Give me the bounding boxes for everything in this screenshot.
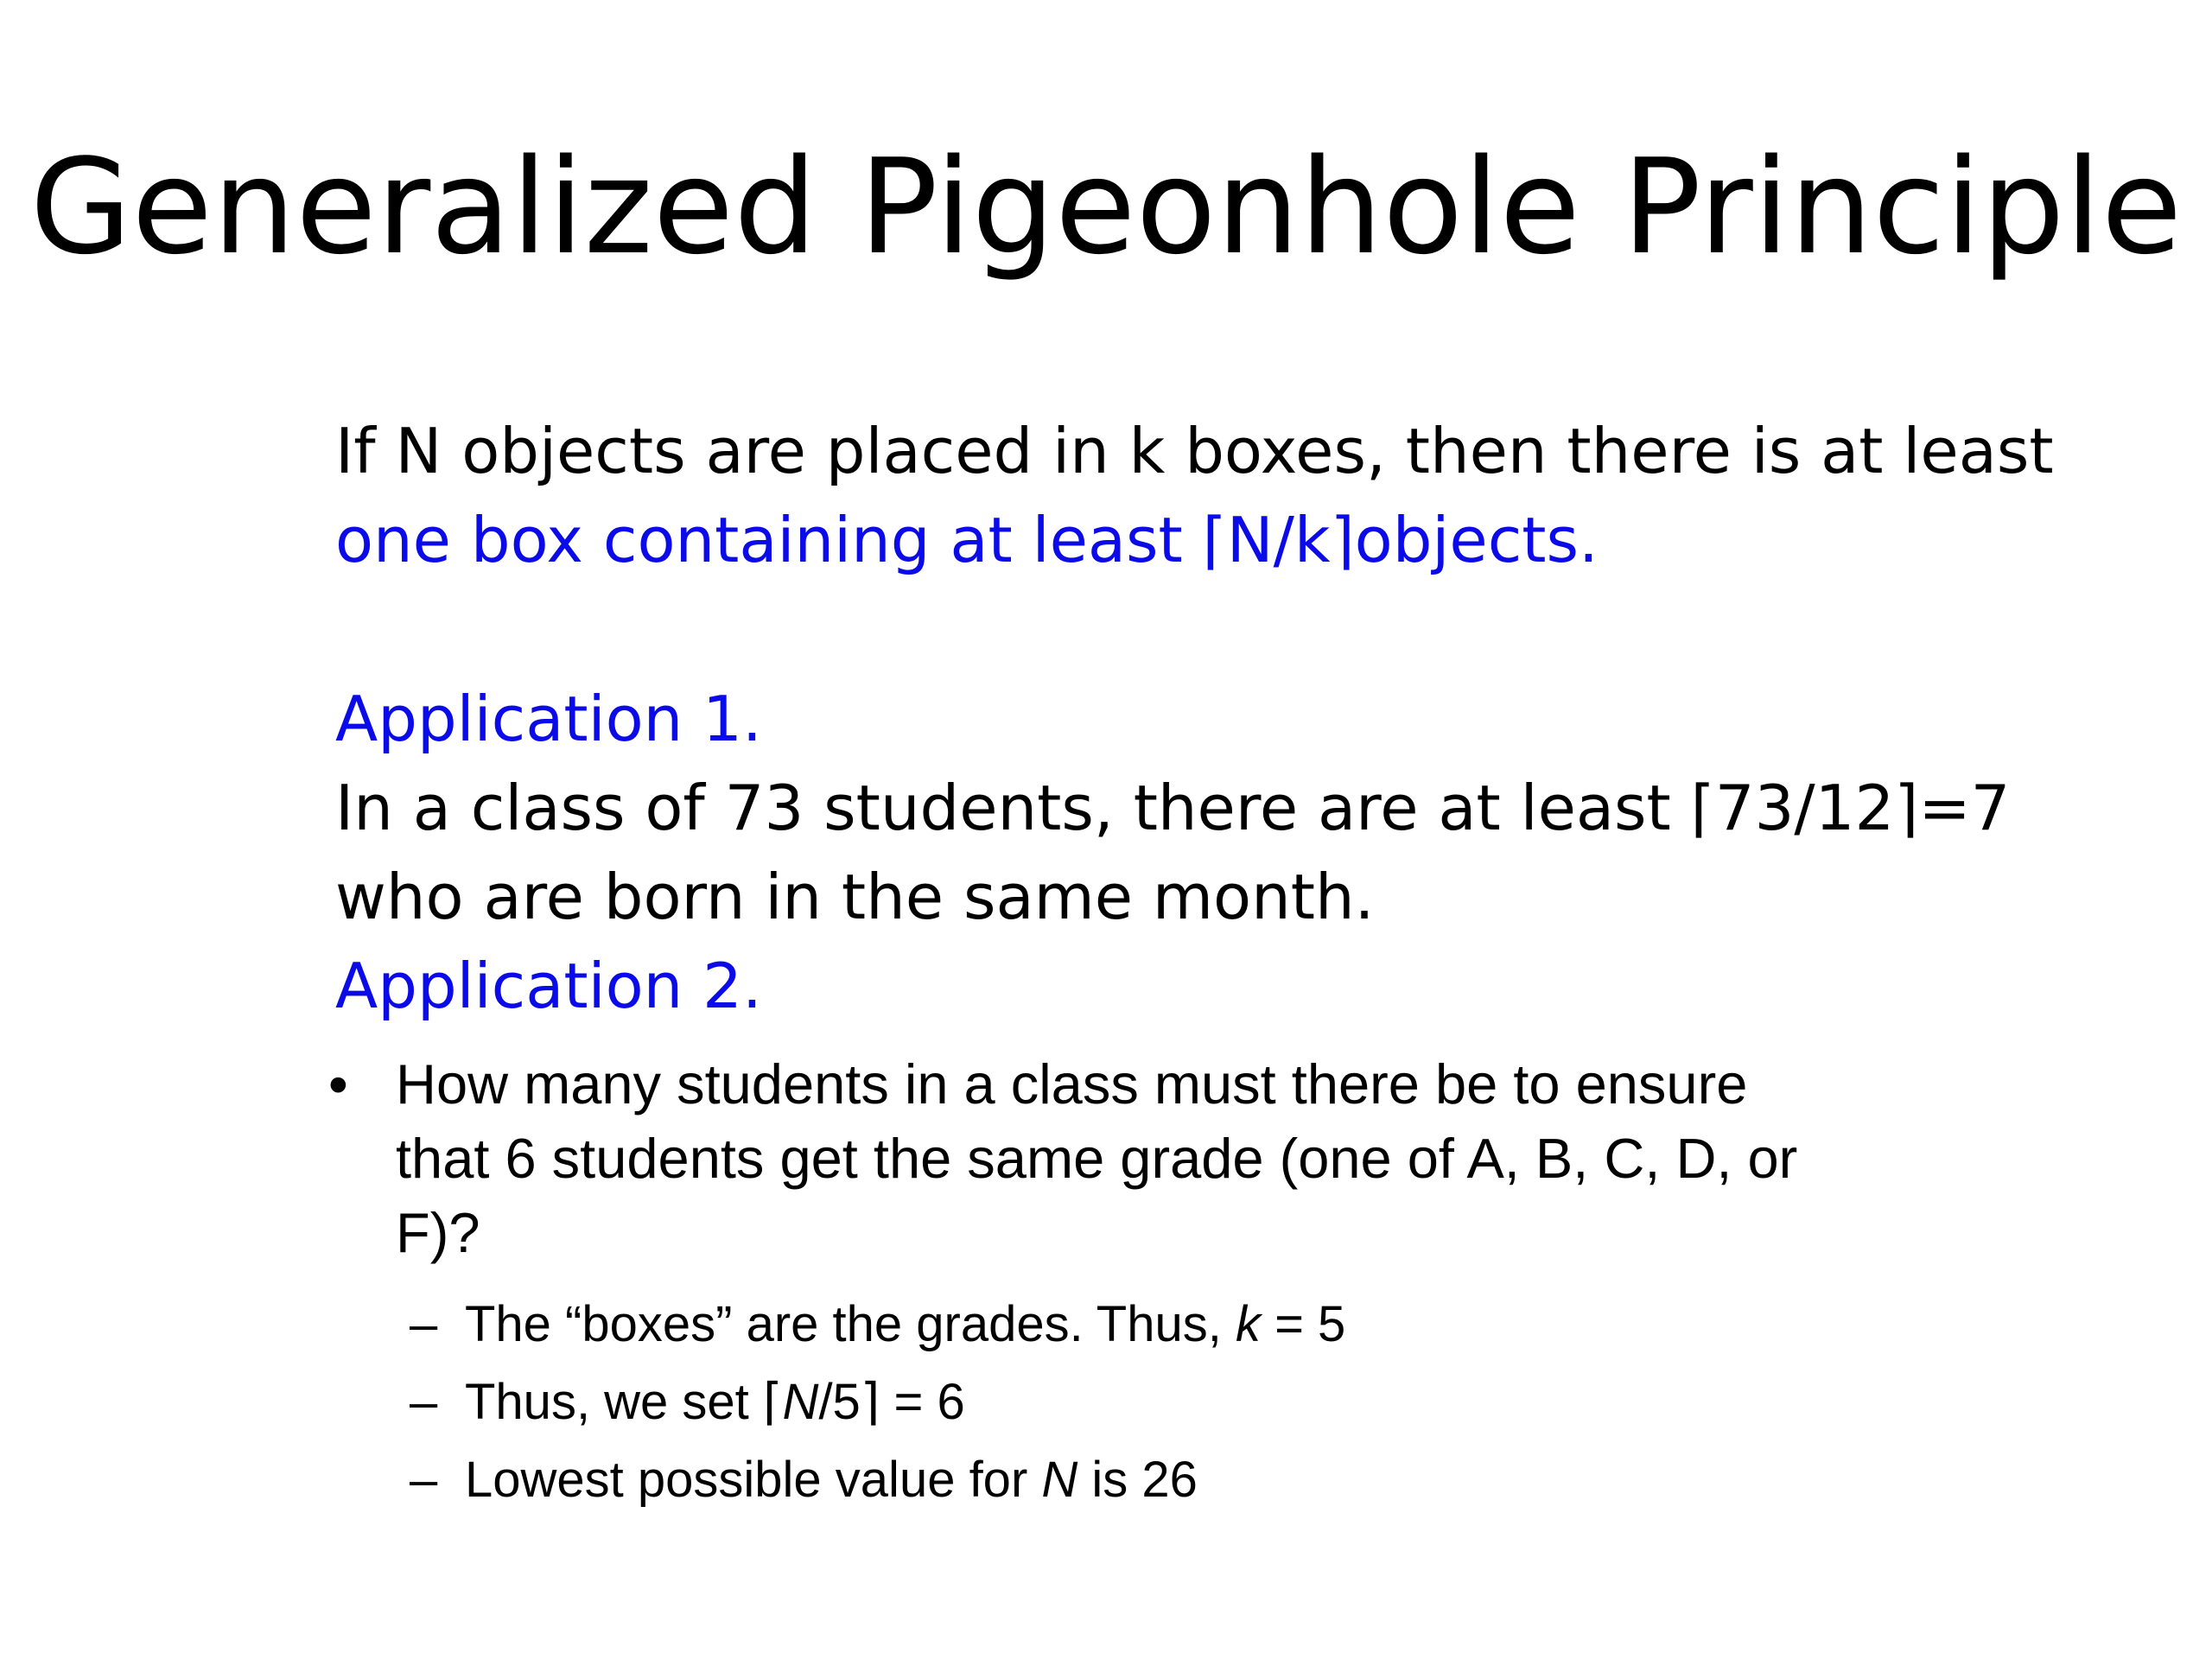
slide-title: Generalized Pigeonhole Principle — [29, 130, 2183, 283]
dash-marker: – — [410, 1296, 438, 1352]
application-1-line-1: In a class of 73 students, there are at least ⌈73/12⌉=7 — [335, 772, 2011, 844]
sub-bullet-2-text — [465, 1363, 965, 1441]
sub-bullet-lowest — [410, 1441, 1345, 1519]
dash-marker: – — [410, 1374, 438, 1430]
sub-bullet-set — [410, 1363, 1345, 1441]
sub-bullet-2-tail: /5⌉ = 6 — [818, 1374, 965, 1430]
application-1-heading: Application 1. — [335, 683, 762, 755]
dash-marker: – — [410, 1452, 438, 1508]
sub-bullet-list — [410, 1286, 1345, 1519]
bullet-row — [328, 1047, 1847, 1270]
sub-bullet-1-text — [465, 1286, 1345, 1363]
application-2-heading: Application 2. — [335, 950, 762, 1022]
sub-bullet-boxes — [410, 1286, 1345, 1363]
sub-bullet-1-lead: The “boxes” are the grades. Thus, — [465, 1296, 1236, 1352]
sub-bullet-3-tail: is 26 — [1077, 1452, 1198, 1508]
variable-n: N — [1041, 1452, 1078, 1508]
sub-bullet-2-lead: Thus, we set ⌈ — [465, 1374, 783, 1430]
question-text: How many students in a class must there be to ensure that 6 students get the same grade (one of A, B, C, D, or F)? — [396, 1052, 1798, 1264]
bullet-marker: • — [328, 1052, 348, 1116]
sub-bullet-3-text — [465, 1441, 1198, 1519]
sub-bullet-3-lead: Lowest possible value for — [465, 1452, 1042, 1508]
sub-bullet-1-tail: = 5 — [1260, 1296, 1346, 1352]
application-2-question — [328, 1047, 1847, 1270]
statement-line-2: one box containing at least ⌈N/k⌉objects. — [335, 504, 1599, 576]
variable-k: k — [1235, 1296, 1261, 1352]
statement-line-1: If N objects are placed in k boxes, then there is at least — [335, 415, 2054, 487]
variable-n: N — [782, 1374, 819, 1430]
application-1-line-2: who are born in the same month. — [335, 861, 1375, 933]
